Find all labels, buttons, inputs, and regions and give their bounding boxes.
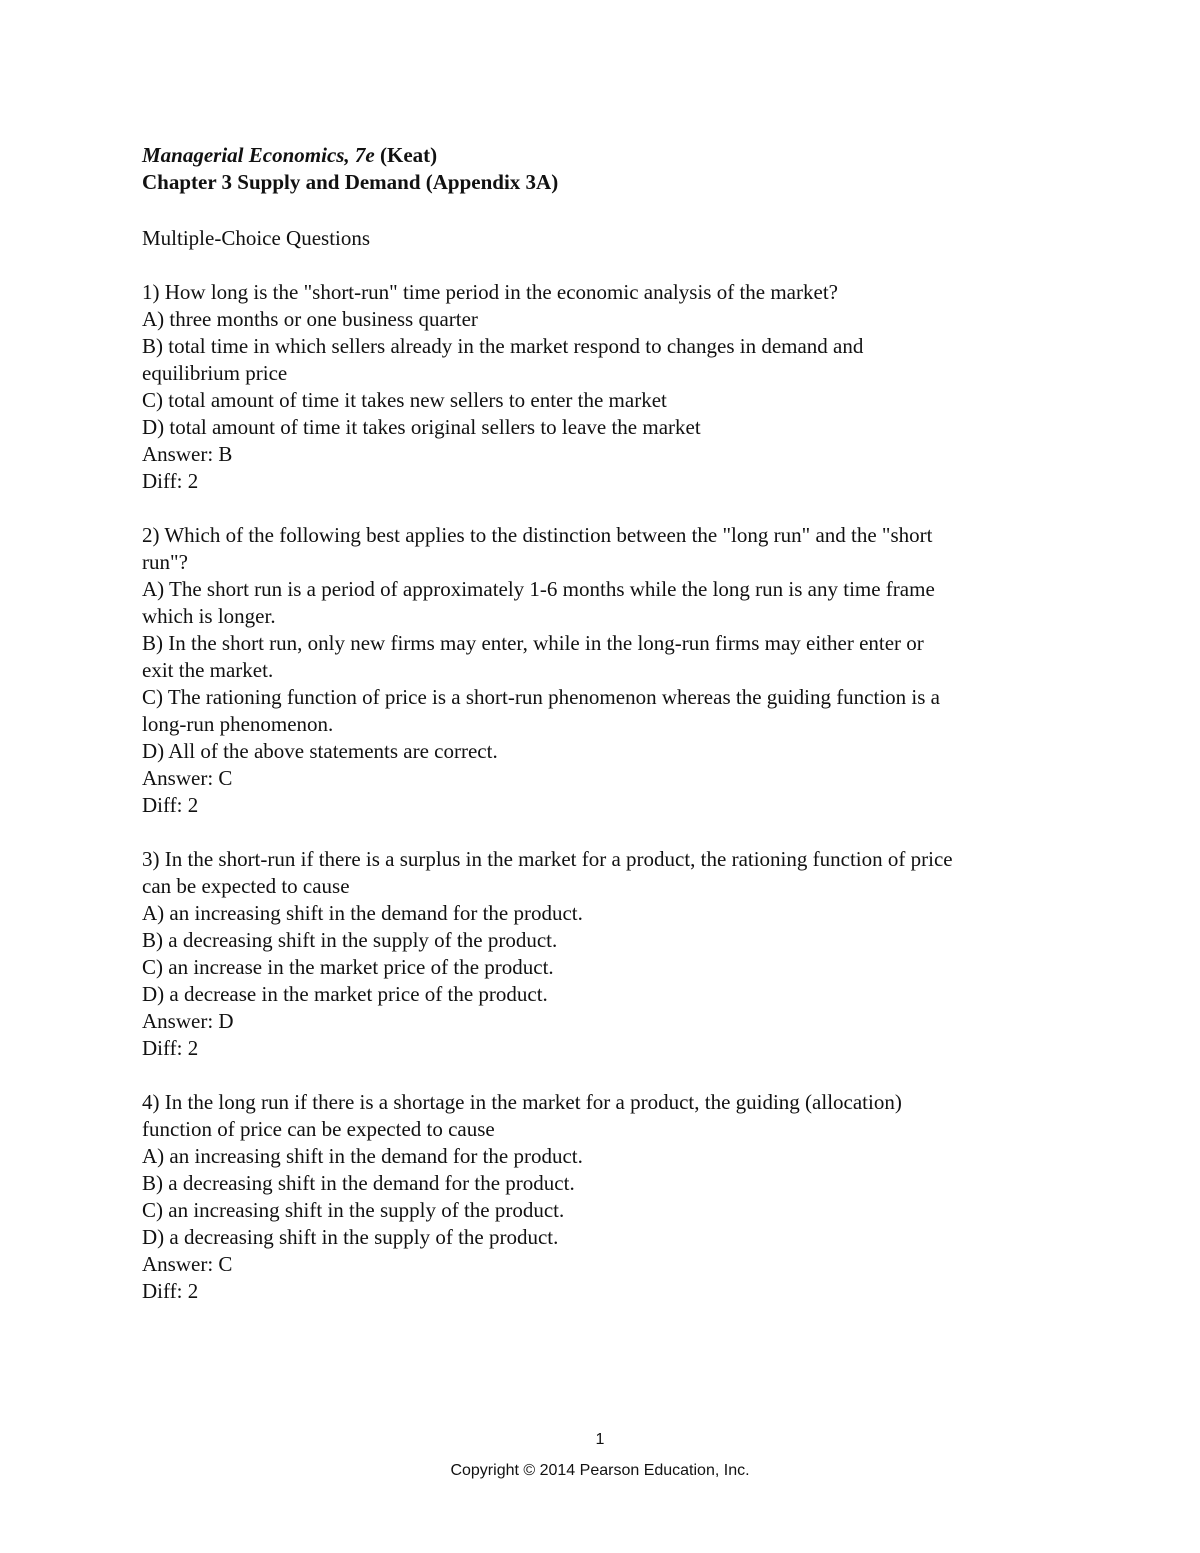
question-3 [142,846,1072,1062]
copyright-notice: Copyright © 2014 Pearson Education, Inc. [450,1462,750,1479]
book-title: Managerial Economics, 7e [142,143,375,167]
book-author: (Keat) [374,143,438,167]
option-b: B) a decreasing shift in the demand for the product. [142,1171,575,1195]
option-c-continued: long-run phenomenon. [142,712,334,736]
option-b-continued: equilibrium price [142,361,288,385]
option-d: D) All of the above statements are correct. [142,739,498,763]
option-b: B) total time in which sellers already in the market respond to changes in demand and [142,334,864,358]
question-stem-continued: can be expected to cause [142,874,350,898]
difficulty: Diff: 2 [142,1036,199,1060]
chapter-title: Chapter 3 Supply and Demand (Appendix 3A) [142,170,559,194]
question-stem: 2) Which of the following best applies to the distinction between the "long run" and the "short [142,523,933,547]
option-a: A) three months or one business quarter [142,307,478,331]
page-number: 1 [595,1431,605,1448]
option-d: D) a decreasing shift in the supply of the product. [142,1225,559,1249]
difficulty: Diff: 2 [142,793,199,817]
question-1 [142,279,1072,495]
option-b: B) a decreasing shift in the supply of the product. [142,928,558,952]
question-stem-continued: run"? [142,550,188,574]
option-d: D) total amount of time it takes original sellers to leave the market [142,415,701,439]
answer: Answer: C [142,1252,233,1276]
option-c: C) total amount of time it takes new sellers to enter the market [142,388,667,412]
option-a: A) an increasing shift in the demand for the product. [142,1144,583,1168]
document-header [142,142,1072,196]
option-b-continued: exit the market. [142,658,274,682]
question-stem-continued: function of price can be expected to cause [142,1117,495,1141]
option-a-continued: which is longer. [142,604,276,628]
section-title: Multiple-Choice Questions [142,226,371,250]
answer: Answer: D [142,1009,234,1033]
option-c: C) an increase in the market price of the product. [142,955,554,979]
difficulty: Diff: 2 [142,469,199,493]
option-a: A) The short run is a period of approximately 1-6 months while the long run is any time frame [142,577,935,601]
book-title-line [142,142,1072,169]
question-4 [142,1089,1072,1305]
answer: Answer: B [142,442,233,466]
question-stem: 3) In the short-run if there is a surplus in the market for a product, the rationing function of price [142,847,953,871]
question-stem: 1) How long is the "short-run" time period in the economic analysis of the market? [142,280,838,304]
option-b: B) In the short run, only new firms may enter, while in the long-run firms may either enter or [142,631,924,655]
question-2 [142,522,1072,819]
option-c: C) an increasing shift in the supply of the product. [142,1198,565,1222]
option-a: A) an increasing shift in the demand for the product. [142,901,583,925]
option-d: D) a decrease in the market price of the product. [142,982,548,1006]
difficulty: Diff: 2 [142,1279,199,1303]
option-c: C) The rationing function of price is a short-run phenomenon whereas the guiding function is a [142,685,940,709]
question-stem: 4) In the long run if there is a shortage in the market for a product, the guiding (allocation) [142,1090,902,1114]
answer: Answer: C [142,766,233,790]
